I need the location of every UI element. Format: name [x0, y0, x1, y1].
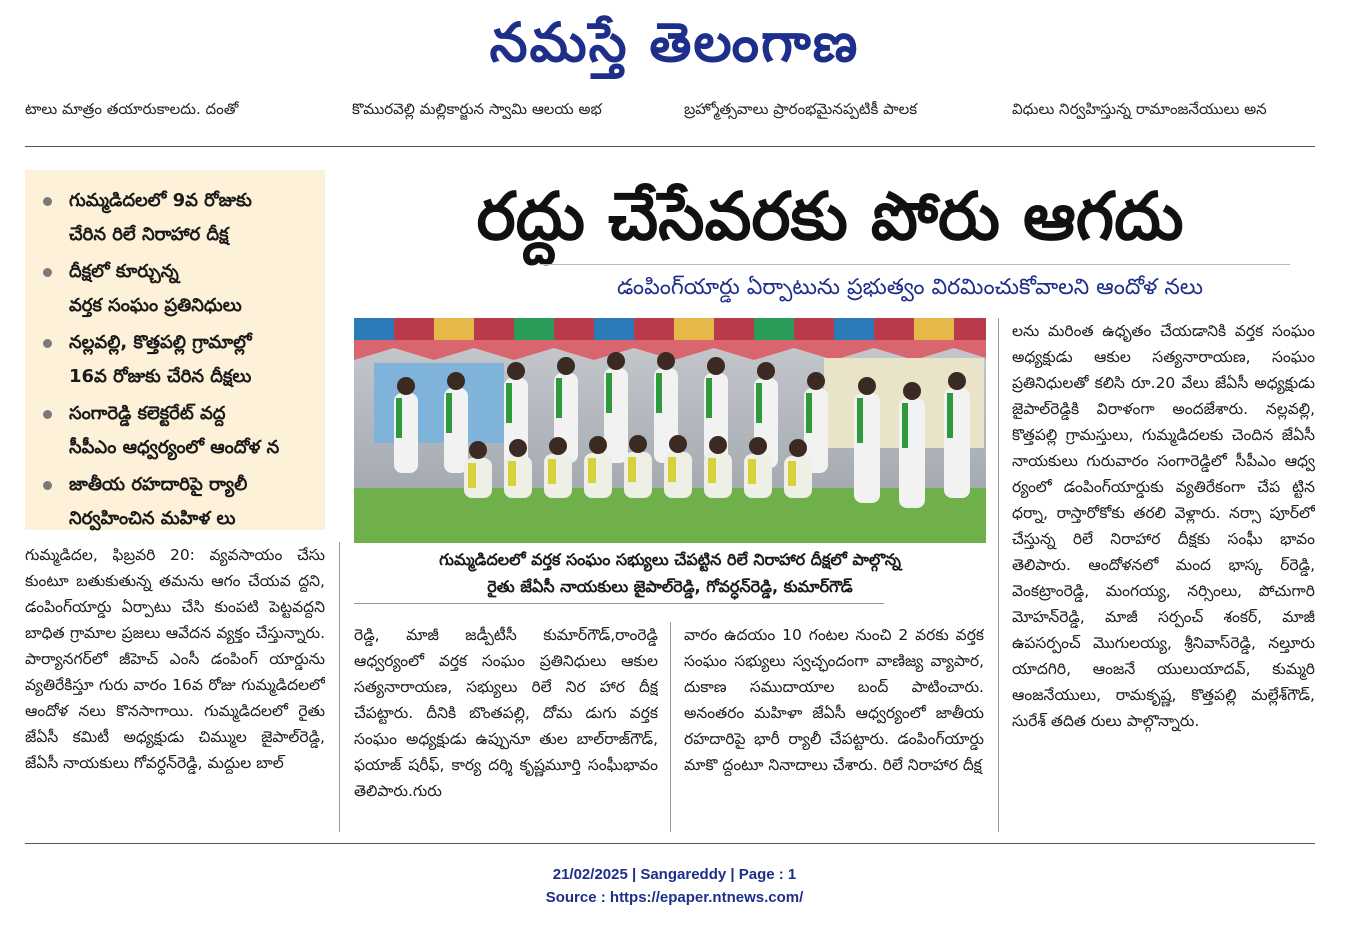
bullet-icon [43, 197, 52, 206]
ticker-snippet-3: బ్రహ్మోత్సవాలు ప్రారంభమైనప్పటికీ పాలక [684, 100, 918, 118]
column-divider [998, 318, 999, 832]
article-paragraph: రెడ్డి, మాజీ జడ్పీటీసీ కుమార్‌గౌడ్,రాంరెడ్డి ఆధ్వర్యంలో వర్తక సంఘం ప్రతినిధులు ఆకుల సత్యనారాయణ, సభ్యులు రిలే నిర హార దీక్ష చేపట్టారు. దీనికి బొంతపల్లి, దోమ డుగు వర్తక సంఘం అధ్యక్షుడు ఉప్పునూ తుల బాల్‌రాజ్‌గౌడ్, ఫయాజ్ షరీఫ్, కార్య దర్శి కృష్ణమూర్తి సంఘీభావం తెలిపారు.గురు [354, 626, 658, 800]
bullet-icon [43, 481, 52, 490]
column-divider [670, 622, 671, 832]
ticker-snippet-4: విధులు నిర్వహిస్తున్న రామాంజనేయులు అన [1012, 100, 1267, 118]
highlight-item: గుమ్మడిదలలో 9వ రోజుకు చేరిన రిలే నిరాహార దీక్ష [41, 184, 325, 252]
bottom-divider [25, 843, 1315, 844]
ticker-snippet-1: టాలు మాత్రం తయారుకాలదు. దంతో [25, 100, 239, 118]
highlights-list [25, 170, 325, 536]
ticker-snippet-2: కొమురవెల్లి మల్లికార్జున స్వామి ఆలయ అభ [352, 100, 602, 118]
column-divider [339, 542, 340, 832]
article-paragraph: లను మరింత ఉధృతం చేయడానికి వర్తక సంఘం అధ్యక్షుడు ఆకుల సత్యనారాయణ, సంఘం ప్రతినిధులతో కలిసి రూ.20 వేలు జేఏసీ అధ్యక్షుడు జైపాల్‌రెడ్డికి విరాళంగా అందజేశారు. నల్లవల్లి, కొత్తపల్లి గ్రామస్తులు, గుమ్మడిదలకు చెందిన జేఏసీ నాయకులు గురువారం సంగారెడ్డిలో సీపీఎం ఆధ్వ ర్యంలో డంపింగ్‌యార్డుకు వ్యతిరేకంగా చేప ట్టిన ధర్నా, రాస్తారోకోకు తరలి వెళ్లారు. నర్సా పూర్‌లో చేస్తున్న రిలే నిరాహార దీక్షకు సంఘీ భావం తెలిపారు. ఆందోళనలో మంద భాస్క ర్‌రెడ్డి, వెంకట్రాంరెడ్డి, మంగయ్య, నర్సింలు, పోచుగారి మోహన్‌రెడ్డి, మాజీ సర్పంచ్ శంకర్, మాజీ ఉపసర్పంచ్ మొగులయ్య, శ్రీనివాస్‌రెడ్డి, నల్తూరు యాదగిరి, ఆంజనే యులుయాదవ్, కుమ్మరి ఆంజనేయులు, రామకృష్ణ, కొత్తపల్లి మల్లేశ్‌గౌడ్, సురేశ్ తదిత రులు పాల్గొన్నారు. [1012, 322, 1315, 730]
masthead-title: నమస్తే తెలంగాణ [489, 11, 860, 74]
caption-line-2: రైతు జేఏసీ నాయకులు జైపాల్‌రెడ్డి, గోవర్ధన్‌రెడ్డి, కుమార్‌గౌడ్ [487, 577, 853, 596]
highlights-box [25, 170, 325, 530]
highlight-item: సంగారెడ్డి కలెక్టరేట్ వద్ద సీపీఎం ఆధ్వర్యంలో ఆందోళ న [41, 397, 325, 465]
article-paragraph: వారం ఉదయం 10 గంటల నుంచి 2 వరకు వర్తక సంఘం సభ్యులు స్వచ్ఛందంగా వాణిజ్య వ్యాపార, దుకాణ సముదాయాల బంద్ పాటించారు. అనంతరం మహిళా జేఏసీ ఆధ్వర్యంలో జాతీయ రహదారిపై భారీ ర్యాలీ చేపట్టారు. డంపింగ్‌యార్డు మాకొ ద్దంటూ నినాదాలు చేశారు. రిలే నిరాహార దీక్ష [684, 626, 984, 774]
footer-source: Source : https://epaper.ntnews.com/ [545, 889, 804, 906]
highlight-item: జాతీయ రహదారిపై ర్యాలీ నిర్వహించిన మహిళ లు [41, 468, 325, 536]
article-column-3 [684, 622, 984, 832]
subheadline-rule [540, 264, 1290, 265]
article-column-1 [25, 542, 325, 832]
subheadline: డంపింగ్‌యార్డు ఏర్పాటును ప్రభుత్వం విరమించుకోవాలని ఆందోళ నలు [616, 275, 1204, 300]
footer-date-edition: 21/02/2025 | Sangareddy | Page : 1 [552, 866, 797, 883]
protest-photo-image [354, 318, 986, 543]
news-photo [354, 318, 986, 543]
article-column-4 [1012, 318, 1315, 832]
headline: రద్దు చేసేవరకు పోరు ఆగదు [476, 178, 1184, 255]
bullet-icon [43, 339, 52, 348]
article-column-2 [354, 622, 658, 832]
bullet-icon [43, 268, 52, 277]
caption-divider [354, 603, 884, 604]
article-paragraph: గుమ్మడిదల, ఫిబ్రవరి 20: వ్యవసాయం చేసు కుంటూ బతుకుతున్న తమను ఆగం చేయవ ద్దని, డంపింగ్‌యార్డు ఏర్పాటు చేసి కుంపటి పెట్టవద్దని బాధిత గ్రామాల ప్రజలు ఆవేదన వ్యక్తం చేస్తున్నారు. పార్యానగర్‌లో జీహెచ్ ఎంసీ డంపింగ్ యార్డును వ్యతిరేకిస్తూ గురు వారం 16వ రోజు గుమ్మడిదలలో ఆందోళ నలు కొనసాగాయి. గుమ్మడిదలలో రైతు జేఏసీ కమిటీ అధ్యక్షుడు చిమ్ముల జైపాల్‌రెడ్డి, జేఏసీ నాయకులు గోవర్ధన్‌రెడ్డి, మద్దుల బాల్ [25, 546, 325, 772]
highlight-item: దీక్షలో కూర్చున్న వర్తక సంఘం ప్రతినిధులు [41, 255, 325, 323]
ticker-divider [25, 146, 1315, 147]
photo-caption [354, 546, 986, 600]
caption-line-1: గుమ్మడిదలలో వర్తక సంఘం సభ్యులు చేపట్టిన రిలే నిరాహార దీక్షలో పాల్గొన్న [439, 550, 901, 569]
bullet-icon [43, 410, 52, 419]
highlight-item: నల్లవల్లి, కొత్తపల్లి గ్రామాల్లో 16వ రోజుకు చేరిన దీక్షలు [41, 326, 325, 394]
